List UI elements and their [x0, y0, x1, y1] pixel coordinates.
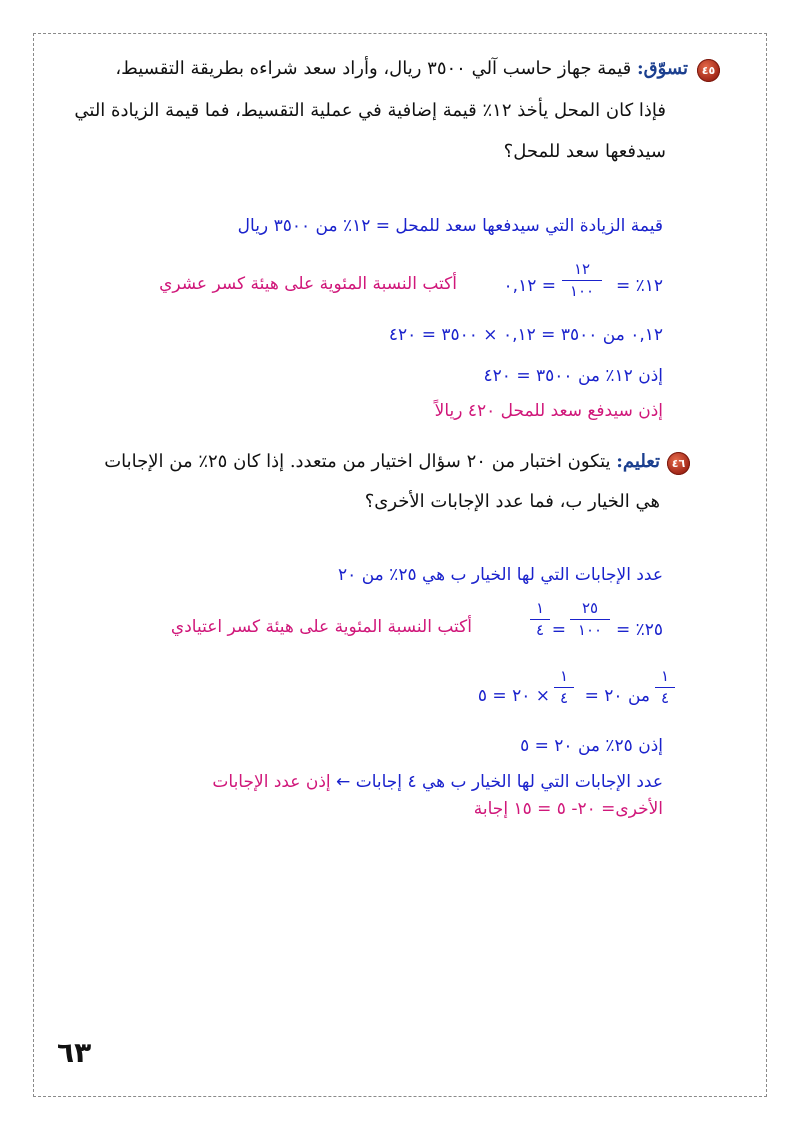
problem-45-line-2: فإذا كان المحل يأخذ ١٢٪ قيمة إضافية في عملية التقسيط، فما قيمة الزيادة التي: [74, 100, 666, 121]
fraction-bar: [554, 687, 574, 688]
solution-46-fraction-2-numerator: ١: [535, 599, 545, 617]
solution-46-line-3-fraction-b-denominator: ٤: [559, 689, 569, 707]
solution-46-line-3-middle: من ٢٠ =: [584, 686, 650, 706]
problem-46-text-1: يتكون اختبار من ٢٠ سؤال اختيار من متعدد. إذا كان ٢٥٪ من الإجابات: [104, 451, 611, 472]
solution-46-fraction-1-denominator: ١٠٠: [577, 621, 603, 639]
problem-46-badge: ٤٦: [667, 452, 690, 475]
solution-46-line-3-fraction-a-numerator: ١: [660, 667, 670, 685]
solution-45-line-4: إذن ١٢٪ من ٣٥٠٠ = ٤٢٠: [483, 366, 663, 386]
solution-45-note: أكتب النسبة المئوية على هيئة كسر عشري: [159, 274, 457, 294]
solution-46-line-6: الأخرى= ٢٠- ٥ = ١٥ إجابة: [473, 799, 663, 819]
problem-45-badge: ٤٥: [697, 59, 720, 82]
solution-46-line-3-fraction-b: [554, 668, 574, 707]
problem-46-keyword: تعليم:: [616, 451, 660, 472]
solution-46-percent: ٢٥٪ =: [615, 620, 663, 640]
solution-45-fraction-numerator: ١٢: [573, 260, 591, 278]
solution-46-equals: =: [551, 620, 566, 640]
solution-45-fraction-denominator: ١٠٠: [569, 282, 595, 300]
problem-46-line-2: هي الخيار ب، فما عدد الإجابات الأخرى؟: [364, 491, 660, 512]
solution-45-fraction: [562, 261, 602, 300]
fraction-bar: [570, 619, 610, 620]
solution-46-line-5: [212, 772, 663, 792]
page-number: ٦٣: [57, 1036, 92, 1069]
fraction-bar: [530, 619, 550, 620]
solution-46-note: أكتب النسبة المئوية على هيئة كسر اعتيادي: [170, 617, 472, 637]
solution-45-decimal: = ٠,١٢: [503, 276, 556, 296]
problem-45-line-3: سيدفعها سعد للمحل؟: [503, 141, 666, 162]
problem-45-keyword: تسوّق:: [637, 58, 688, 79]
solution-46-fraction-2-denominator: ٤: [535, 621, 545, 639]
solution-45-line-1: قيمة الزيادة التي سيدفعها سعد للمحل = ١٢٪ من ٣٥٠٠ ريال: [237, 216, 663, 236]
problem-46-line-1: [104, 451, 660, 472]
solution-45-line-5: إذن سيدفع سعد للمحل ٤٢٠ ريالاً: [434, 401, 663, 421]
solution-46-line-3-fraction-a-denominator: ٤: [660, 689, 670, 707]
solution-46-line-5-pink: إذن عدد الإجابات: [212, 772, 331, 792]
solution-46-line-3-end: × ٢٠ = ٥: [477, 686, 550, 706]
solution-46-fraction-2: [530, 600, 550, 639]
solution-46-line-1: عدد الإجابات التي لها الخيار ب هي ٢٥٪ من ٢٠: [338, 565, 663, 585]
problem-45-text-1: قيمة جهاز حاسب آلي ٣٥٠٠ ريال، وأراد سعد شراءه بطريقة التقسيط،: [115, 58, 632, 79]
fraction-bar: [655, 687, 675, 688]
solution-46-fraction-1: [570, 600, 610, 639]
fraction-bar: [562, 280, 602, 281]
solution-46-line-4: إذن ٢٥٪ من ٢٠ = ٥: [520, 736, 663, 756]
solution-45-percent: ١٢٪ =: [615, 276, 663, 296]
solution-46-line-3-fraction-b-numerator: ١: [559, 667, 569, 685]
solution-46-line-3-fraction-a: [655, 668, 675, 707]
solution-46-line-5-blue: عدد الإجابات التي لها الخيار ب هي ٤ إجابات ←: [336, 772, 663, 792]
solution-46-fraction-1-numerator: ٢٥: [581, 599, 599, 617]
problem-45-line-1: [115, 58, 688, 79]
solution-45-line-3: ٠,١٢ من ٣٥٠٠ = ٠,١٢ × ٣٥٠٠ = ٤٢٠: [388, 325, 663, 345]
